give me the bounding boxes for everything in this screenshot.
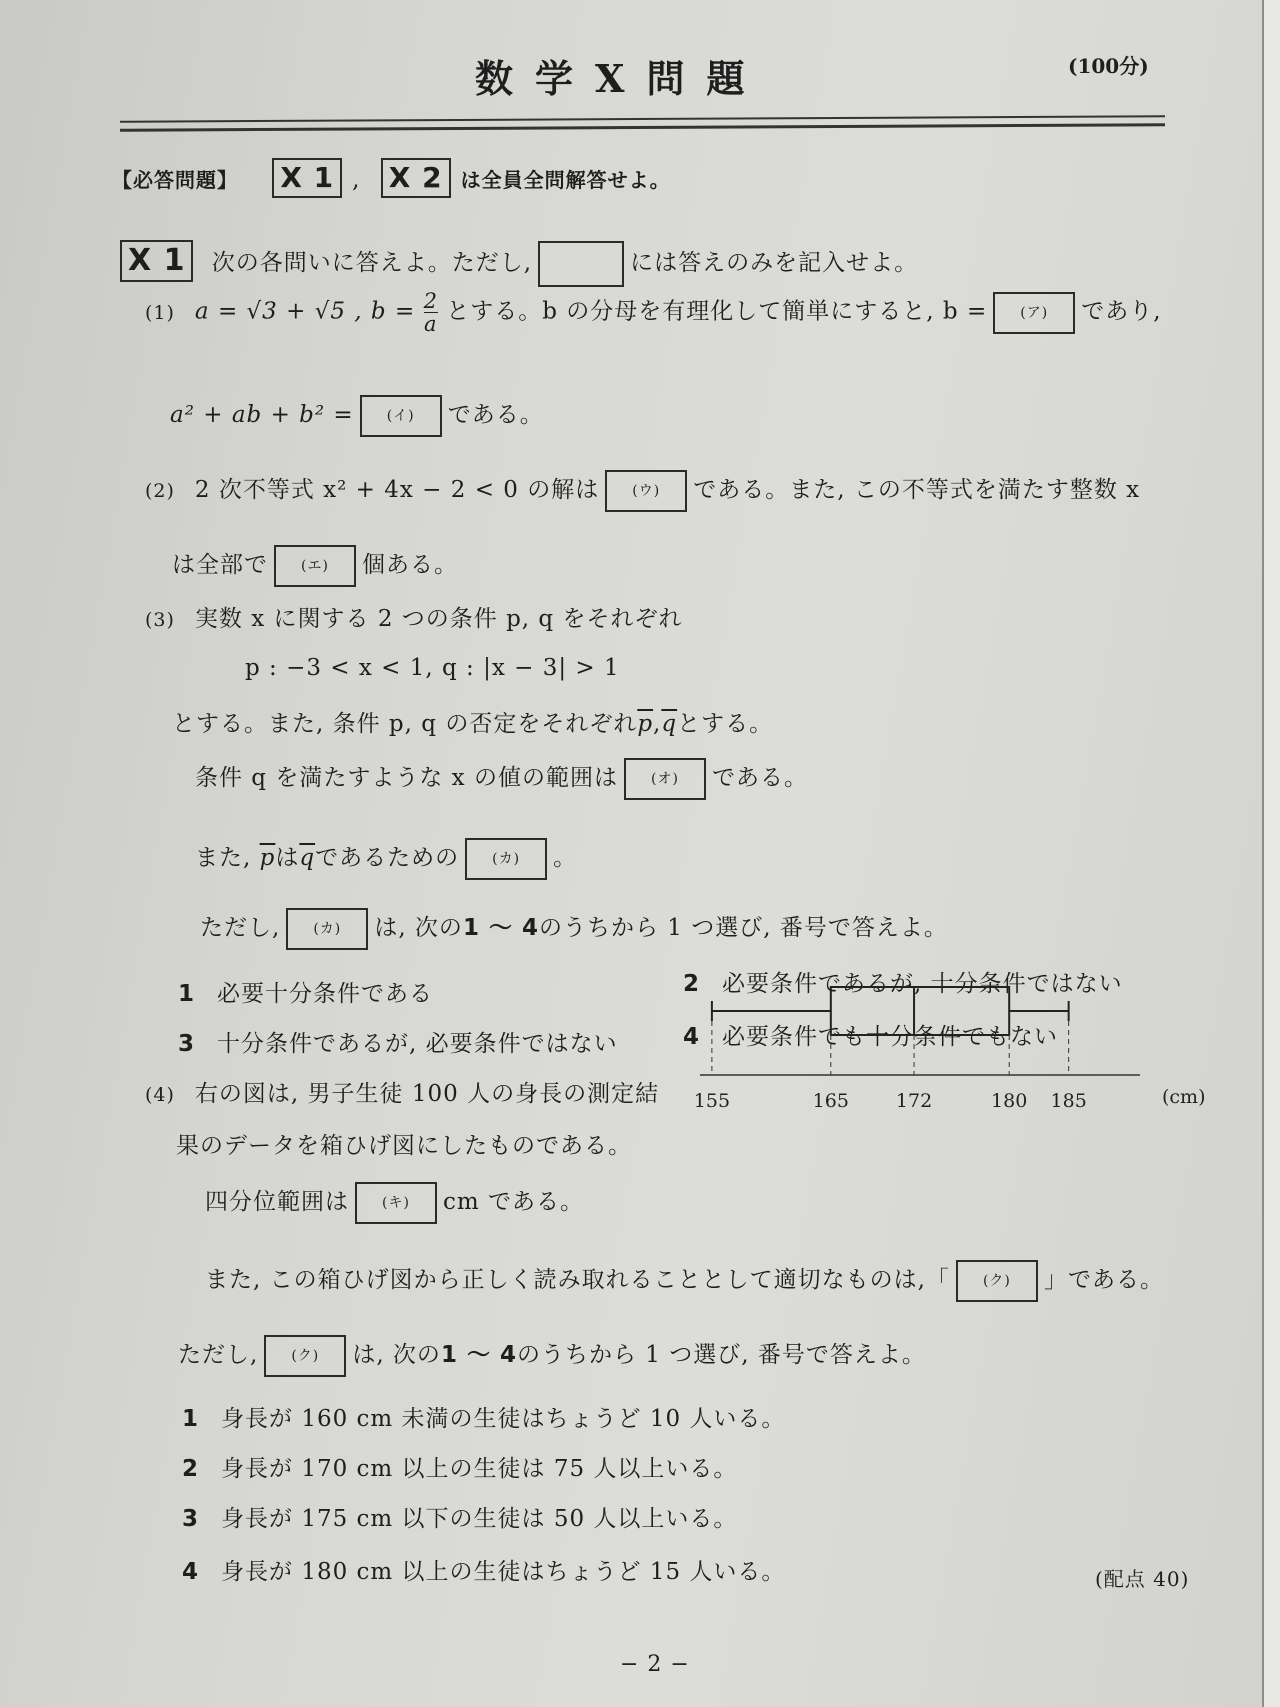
problem-3-line-4 xyxy=(195,758,808,800)
time-limit: (100分) xyxy=(1068,54,1149,78)
text: である。 xyxy=(711,765,808,791)
answer-box-a[interactable]: (ア) xyxy=(993,292,1075,334)
problem-number: (4) xyxy=(145,1084,175,1106)
choice-text: 必要十分条件である xyxy=(217,981,434,1007)
text: cm である。 xyxy=(443,1189,585,1215)
answer-box-u[interactable]: (ウ) xyxy=(605,470,687,512)
choice xyxy=(683,965,1123,998)
problem-1-line-1 xyxy=(145,290,1162,335)
tick-label: 180 xyxy=(991,1090,1028,1112)
choice-number: 3 xyxy=(178,1031,196,1057)
problem-3-line-6 xyxy=(200,908,948,950)
choice-text: 身長が 175 cm 以下の生徒は 50 人以上いる。 xyxy=(221,1506,738,1532)
separator: , xyxy=(352,167,361,193)
p-bar: $\overline{p}$ xyxy=(259,845,276,871)
required-label: 【必答問題】 xyxy=(112,168,238,192)
problem-number: (3) xyxy=(145,609,175,631)
choice xyxy=(182,1450,737,1483)
text: である。また, この不等式を満たす整数 x xyxy=(693,477,1141,503)
problem-number: (2) xyxy=(145,480,175,502)
problem-3-line-3 xyxy=(172,705,773,738)
x1-label: X 1 xyxy=(120,240,193,282)
choice-number: 2 xyxy=(182,1456,200,1482)
answer-box-o[interactable]: (オ) xyxy=(624,758,706,800)
answer-box-ku[interactable]: (ク) xyxy=(956,1260,1038,1302)
problem-3-line-1 xyxy=(145,600,682,633)
expression: a² + ab + b² = xyxy=(170,402,354,428)
choice-text: 身長が 170 cm 以上の生徒は 75 人以上いる。 xyxy=(221,1456,738,1482)
tick-label: 172 xyxy=(895,1090,933,1112)
required-line xyxy=(112,158,671,198)
conditions: p : −3 < x < 1, q : |x − 3| > 1 xyxy=(245,655,620,681)
required-text: は全員全問解答せよ。 xyxy=(460,168,671,192)
text: 個ある。 xyxy=(362,552,458,578)
box-plot xyxy=(693,1060,1206,1210)
answer-box-sample xyxy=(538,241,624,287)
choice xyxy=(178,975,433,1008)
text: は全部で xyxy=(172,552,268,578)
answer-box-ka[interactable]: (カ) xyxy=(465,838,547,880)
text: のうちから 1 つ選び, 番号で答えよ。 xyxy=(516,1342,926,1368)
text: とする。 xyxy=(677,711,774,737)
answer-box-e[interactable]: (エ) xyxy=(274,545,356,587)
choice-text: 必要条件であるが, 十分条件ではない xyxy=(722,971,1123,997)
next-page-edge xyxy=(1262,0,1280,1707)
text: ただし, xyxy=(200,915,281,941)
q-bar: $\overline{q}$ xyxy=(299,845,316,871)
choice-number: 4 xyxy=(683,1024,701,1050)
page-number: − 2 − xyxy=(620,1652,690,1677)
text: である。 xyxy=(447,402,544,428)
problem-2-line-2 xyxy=(172,545,458,587)
text: 右の図は, 男子生徒 100 人の身長の測定結 xyxy=(194,1081,660,1107)
choice xyxy=(178,1025,618,1058)
choice-number: 2 xyxy=(683,971,701,997)
text: のうちから 1 つ選び, 番号で答えよ。 xyxy=(538,915,948,941)
tick-label: 155 xyxy=(693,1090,731,1112)
problem-4-line-5 xyxy=(178,1335,926,1377)
q-bar: $\overline{q}$ xyxy=(661,711,678,737)
question-x1-tag: X 1 xyxy=(272,158,342,198)
answer-box-ka-ref: (カ) xyxy=(286,908,368,950)
text: であり, xyxy=(1081,298,1162,325)
range: 1 〜 4 xyxy=(440,1342,517,1368)
text: 。 xyxy=(553,845,578,871)
text: とする。また, 条件 p, q の否定をそれぞれ xyxy=(172,711,638,737)
text: また, この箱ひげ図から正しく読み取れることとして適切なものは,「 xyxy=(205,1267,950,1293)
text: また, xyxy=(195,845,252,871)
choice-text: 身長が 180 cm 以上の生徒はちょうど 15 人いる。 xyxy=(221,1559,786,1585)
text: 実数 x に関する 2 つの条件 p, q をそれぞれ xyxy=(194,606,683,632)
problem-4-line-4 xyxy=(205,1260,1164,1302)
choice-text: 身長が 160 cm 未満の生徒はちょうど 10 人いる。 xyxy=(221,1406,786,1432)
choice-number: 4 xyxy=(182,1559,200,1585)
question-x2-tag: X 2 xyxy=(381,158,451,198)
text: ただし, xyxy=(178,1342,259,1368)
tick-label: 185 xyxy=(1050,1090,1087,1112)
intro-text: 次の各問いに答えよ。ただし, xyxy=(211,250,533,276)
fraction xyxy=(424,290,438,335)
text: 」である。 xyxy=(1043,1267,1164,1293)
text: 四分位範囲は xyxy=(205,1189,349,1215)
problem-1-line-2 xyxy=(170,395,544,437)
tick-label: 165 xyxy=(812,1090,849,1112)
text: は, 次の xyxy=(374,915,463,941)
text: 2 次不等式 x² + 4x − 2 < 0 の解は xyxy=(194,477,600,503)
numerator: 2 xyxy=(423,289,438,313)
range: 1 〜 4 xyxy=(462,915,539,941)
denominator: a xyxy=(423,312,438,336)
answer-box-ki[interactable]: (キ) xyxy=(355,1182,437,1224)
page-title: 数学X問題 xyxy=(475,56,767,101)
text: とする。b の分母を有理化して簡単にすると, b = xyxy=(446,298,988,325)
answer-box-i[interactable]: (イ) xyxy=(360,395,442,437)
choice-text: 必要条件でも十分条件でもない xyxy=(722,1024,1059,1050)
choice-text: 十分条件であるが, 必要条件ではない xyxy=(217,1031,618,1057)
choice xyxy=(182,1500,737,1533)
intro-text-2: には答えのみを記入せよ。 xyxy=(630,250,919,276)
choice-number: 3 xyxy=(182,1506,200,1532)
p-bar: $\overline{p}$ xyxy=(637,711,654,737)
text: であるための xyxy=(315,845,460,871)
choice xyxy=(182,1553,785,1586)
problem-4-line-1 xyxy=(145,1075,659,1108)
problem-4-line-2: 果のデータを箱ひげ図にしたものである。 xyxy=(176,1133,632,1159)
points: (配点 40) xyxy=(1095,1567,1190,1591)
text: は xyxy=(275,845,300,871)
separator: , xyxy=(653,711,662,737)
unit-label: (cm) xyxy=(1162,1086,1206,1108)
problem-4-line-3 xyxy=(205,1182,584,1224)
x1-intro xyxy=(120,240,918,287)
answer-box-ku-ref: (ク) xyxy=(264,1335,346,1377)
problem-3-line-5 xyxy=(195,838,577,880)
choice-number: 1 xyxy=(182,1406,200,1432)
text: 条件 q を満たすような x の値の範囲は xyxy=(195,765,618,791)
text: は, 次の xyxy=(352,1342,441,1368)
choice xyxy=(182,1400,785,1433)
problem-2-line-1 xyxy=(145,470,1140,512)
choice-number: 1 xyxy=(178,981,196,1007)
problem-number: (1) xyxy=(145,301,175,324)
expression: a = √3 + √5 , b = xyxy=(194,298,416,325)
